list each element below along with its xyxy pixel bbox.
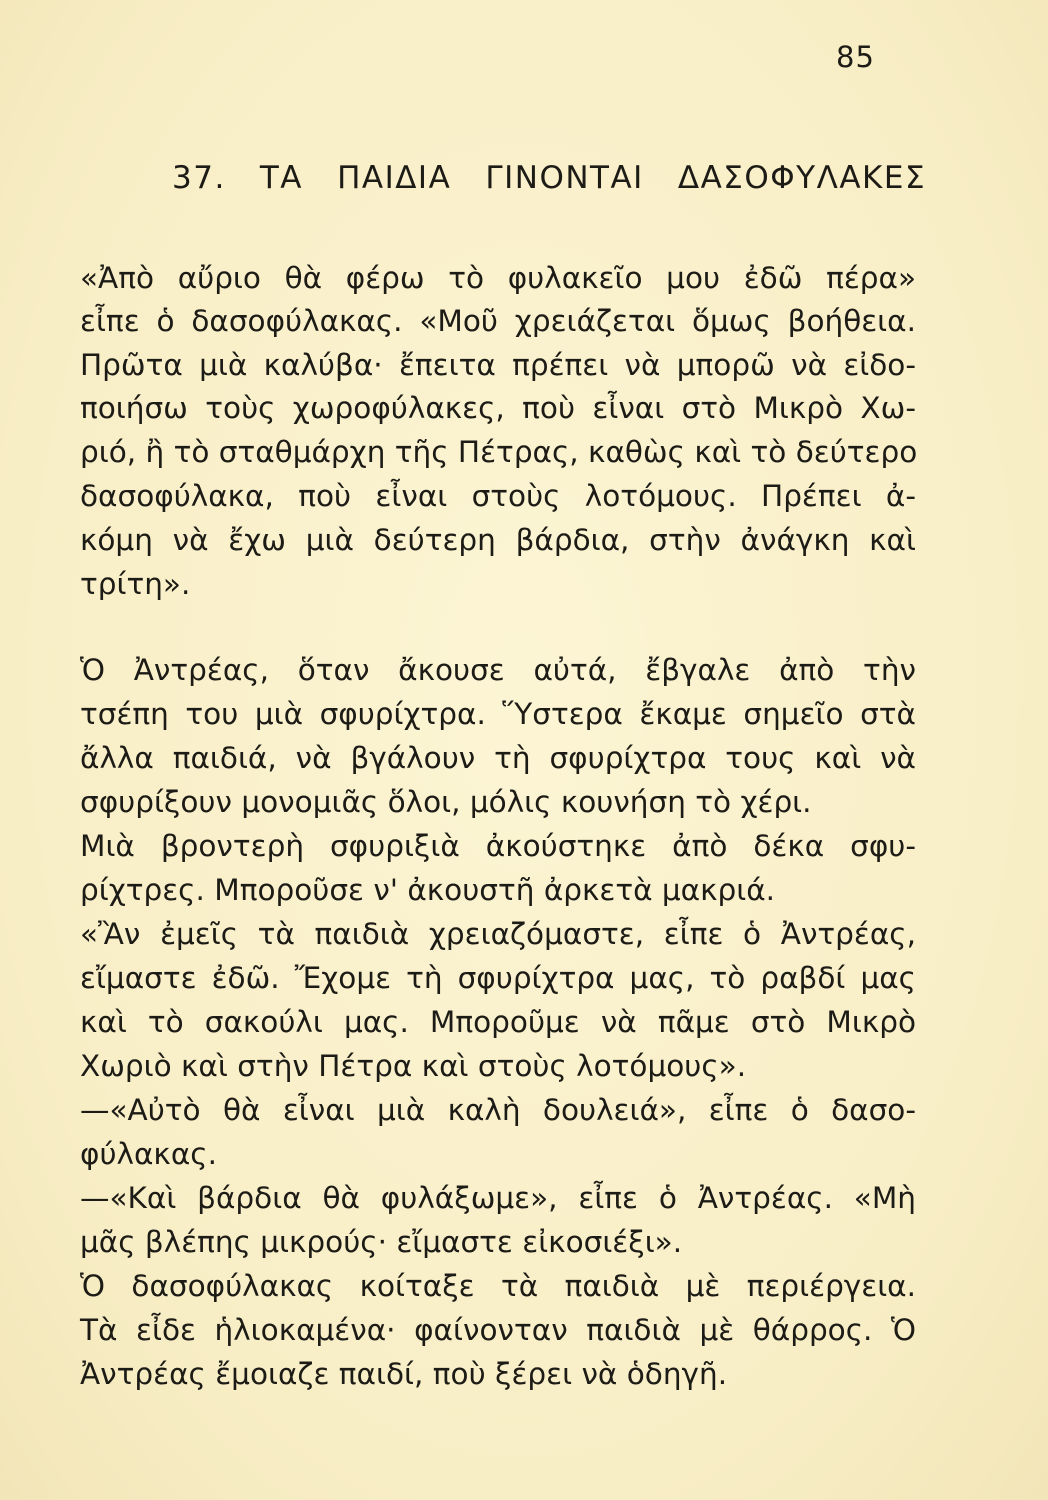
text-line: ρίχτρες. Μποροῦσε ν' ἀκουστῆ ἀρκετὰ μακριά.	[80, 873, 776, 907]
text-line: εἴμαστε ἐδῶ. Ἔχομε τὴ σφυρίχτρα μας, τὸ ραβδί μας	[80, 961, 916, 995]
text-line: εἶπε ὁ δασοφύλακας. «Μοῦ χρειάζεται ὅμως βοήθεια.	[80, 304, 916, 338]
text-line: Ὁ δασοφύλακας κοίταξε τὰ παιδιὰ μὲ περιέργεια.	[80, 1269, 916, 1303]
text-line: —«Αὐτὸ θὰ εἶναι μιὰ καλὴ δουλειά», εἶπε ὁ δασο-	[80, 1093, 916, 1127]
text-line: Ἀντρέας ἔμοιαζε παιδί, ποὺ ξέρει νὰ ὁδηγῆ.	[80, 1357, 728, 1391]
text-line: τσέπη του μιὰ σφυρίχτρα. Ὕστερα ἔκαμε σημεῖο στὰ	[80, 697, 916, 731]
text-line: καὶ τὸ σακούλι μας. Μποροῦμε νὰ πᾶμε στὸ Μικρὸ	[80, 1005, 916, 1039]
text-line: ριό, ἢ τὸ σταθμάρχη τῆς Πέτρας, καθὼς καὶ τὸ δεύτερο	[80, 435, 918, 469]
chapter-title: 37. ΤΑ ΠΑΙΔΙΑ ΓΙΝΟΝΤΑΙ ΔΑΣΟΦΥΛΑΚΕΣ	[172, 160, 927, 196]
text-line: —«Καὶ βάρδια θὰ φυλάξωμε», εἶπε ὁ Ἀντρέας. «Μὴ	[80, 1181, 916, 1215]
text-line: φύλακας.	[80, 1137, 217, 1171]
text-line: ποιήσω τοὺς χωροφύλακες, ποὺ εἶναι στὸ Μικρὸ Χω-	[80, 391, 916, 425]
text-line: μᾶς βλέπης μικρούς· εἴμαστε εἰκοσιέξι».	[80, 1225, 683, 1259]
text-line: κόμη νὰ ἔχω μιὰ δεύτερη βάρδια, στὴν ἀνάγκη καὶ	[80, 523, 916, 557]
text-line: σφυρίξουν μονομιᾶς ὅλοι, μόλις κουνήση τὸ χέρι.	[80, 785, 812, 819]
text-line: Μιὰ βροντερὴ σφυριξιὰ ἀκούστηκε ἀπὸ δέκα σφυ-	[80, 829, 916, 863]
text-line: τρίτη».	[80, 567, 191, 601]
text-line: ἄλλα παιδιά, νὰ βγάλουν τὴ σφυρίχτρα τους καὶ νὰ	[80, 741, 916, 775]
text-line: «Ἀπὸ αὔριο θὰ φέρω τὸ φυλακεῖο μου ἐδῶ πέρα»	[80, 261, 916, 295]
page-number: 85	[836, 40, 875, 74]
text-line: Ὁ Ἀντρέας, ὅταν ἄκουσε αὐτά, ἔβγαλε ἀπὸ τὴν	[80, 653, 916, 687]
text-line: δασοφύλακα, ποὺ εἶναι στοὺς λοτόμους. Πρέπει ἀ-	[80, 479, 916, 513]
text-line: «Ἂν ἐμεῖς τὰ παιδιὰ χρειαζόμαστε, εἶπε ὁ Ἀντρέας,	[80, 917, 916, 951]
text-line: Πρῶτα μιὰ καλύβα· ἔπειτα πρέπει νὰ μπορῶ νὰ εἰδο-	[80, 348, 916, 382]
text-line: Τὰ εἶδε ἡλιοκαμένα· φαίνονταν παιδιὰ μὲ θάρρος. Ὁ	[80, 1313, 916, 1347]
text-line: Χωριὸ καὶ στὴν Πέτρα καὶ στοὺς λοτόμους».	[80, 1049, 747, 1083]
